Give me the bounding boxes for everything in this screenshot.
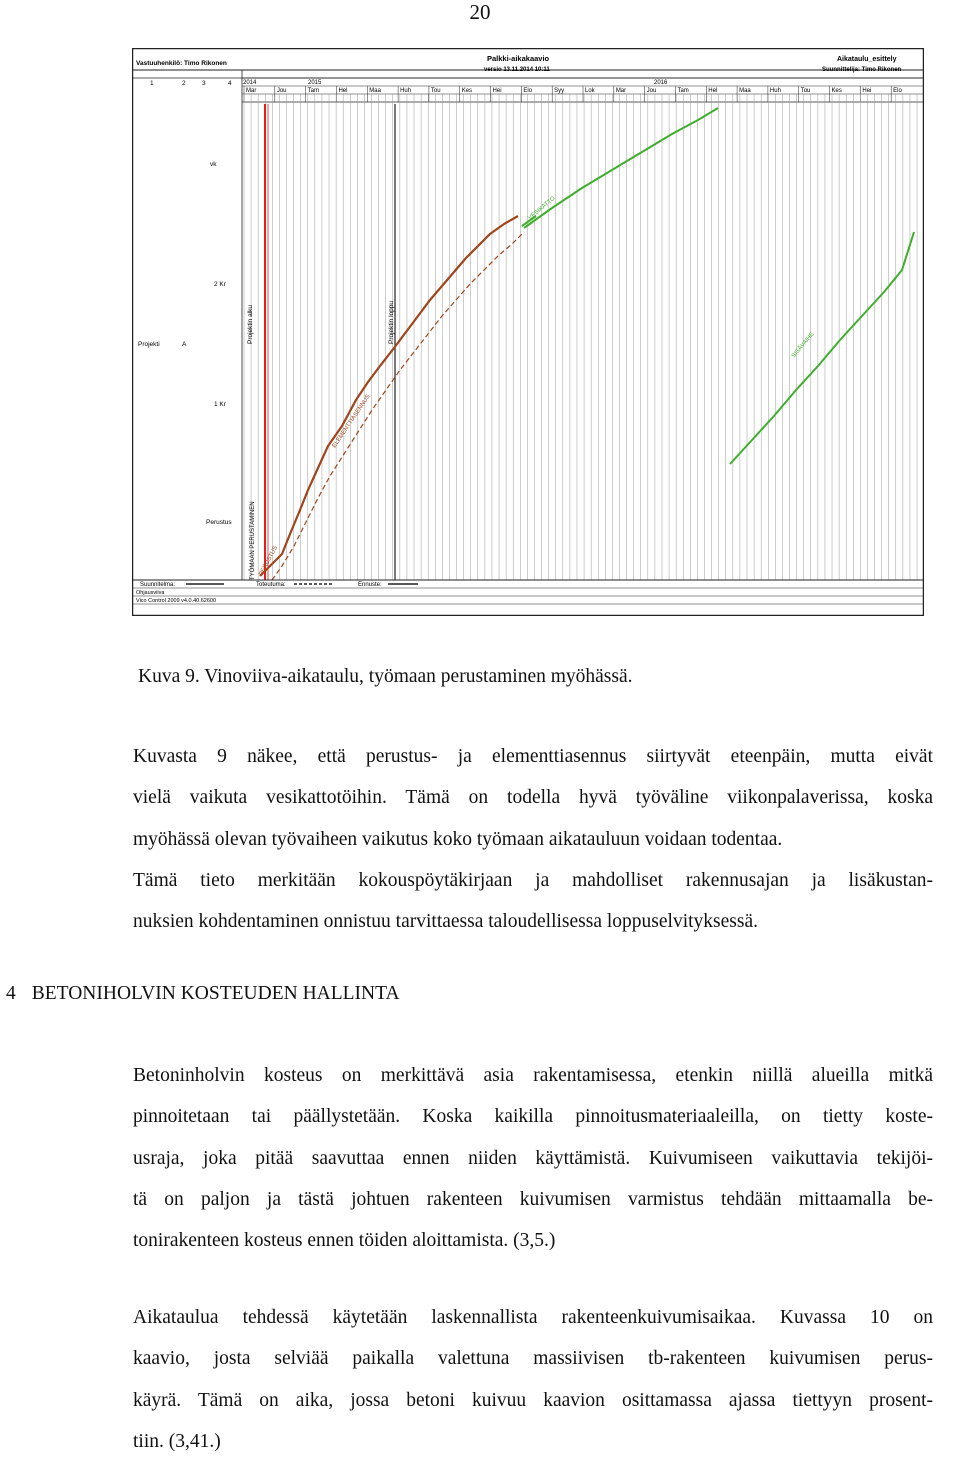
- month-label: Kes: [831, 88, 842, 94]
- month-label: Hei: [492, 88, 502, 94]
- text-line: usraja, joka pitää saavuttaa ennen niiden käyttämistä. Kuivumiseen vaikuttavia tekijöi-: [133, 1147, 933, 1169]
- month-label: Kes: [461, 88, 473, 94]
- row-label-a: A: [182, 341, 187, 348]
- header-col-2: 2: [182, 80, 186, 87]
- row-label-2kr: 2 Kr: [214, 281, 226, 288]
- month-label: Elo: [893, 88, 902, 94]
- month-label: Syy: [554, 88, 565, 94]
- month-label: Mar: [615, 88, 627, 94]
- text-line: Kuvasta 9 näkee, että perustus- ja elementtiasennus siirtyvät eteenpäin, mutta eivät: [133, 746, 933, 767]
- month-label: Jou: [646, 88, 657, 94]
- month-label: Tou: [800, 88, 811, 94]
- text-line: Aikataulua tehdessä käytetään laskennallista rakenteenkuivumisaikaa. Kuvassa 10 on: [133, 1307, 933, 1328]
- month-label: Tam: [307, 88, 319, 94]
- legend-plan: Suunnitelma:: [140, 582, 176, 588]
- foundation-label: PERUSTUS: [258, 545, 280, 577]
- interior-label: SISÄVAIHE: [790, 331, 816, 360]
- month-label: Maa: [739, 88, 751, 94]
- month-label: Tou: [430, 88, 441, 94]
- text-line: nuksien kohdentaminen onnistuu tarvittaessa taloudellisessa loppuselvityksessä.: [133, 911, 758, 933]
- version-label: versio 13.11.2014 10:11: [484, 67, 550, 73]
- paragraph-1: [133, 736, 933, 942]
- header-col-3: 3: [202, 80, 206, 87]
- month-label: Tam: [677, 88, 689, 94]
- project-start-label: Projektin alku: [247, 304, 254, 344]
- legend-actual: Toteutuma:: [256, 582, 286, 588]
- month-label: Hei: [862, 88, 872, 94]
- text-line: tä on paljon ja tästä johtuen rakenteen kuivumisen varmistus tehdään mittaamalla be-: [133, 1188, 933, 1210]
- schedule-chart: [132, 48, 924, 616]
- row-label-1kr: 1 Kr: [214, 401, 226, 408]
- section-number: 4: [6, 983, 16, 1004]
- month-label: Maa: [369, 88, 381, 94]
- paragraph-3: [133, 1297, 933, 1462]
- header-col-1: 1: [150, 80, 154, 87]
- legend-forecast: Ennuste:: [358, 582, 382, 588]
- element-install-label: ELEMENTTIASENNUS: [331, 393, 372, 450]
- header-col-4: 4: [228, 80, 232, 87]
- text-line: tonirakenteen kosteus ennen töiden aloittamista. (3,5.): [133, 1230, 556, 1252]
- section-heading: [6, 983, 400, 1005]
- year-label: 2015: [308, 80, 322, 86]
- month-label: Hel: [708, 88, 718, 94]
- footer-instruction: Ohjausviiva: [136, 590, 165, 596]
- year-label: 2016: [654, 80, 668, 86]
- month-label: Mar: [246, 88, 257, 94]
- roofing-label: VESIKATTO: [527, 195, 557, 222]
- text-line: Betoninholvin kosteus on merkittävä asia rakentamisessa, etenkin niillä alueilla mitkä: [133, 1065, 933, 1086]
- year-label: 2014: [243, 80, 257, 86]
- month-label: Lok: [585, 88, 595, 94]
- text-line: tiin. (3,41.): [133, 1430, 221, 1452]
- month-label: Hel: [338, 88, 348, 94]
- site-setup-label: TYÖMAAN PERUSTAMINEN: [250, 501, 256, 580]
- row-label-project: Projekti: [138, 341, 160, 348]
- text-line: myöhässä olevan työvaiheen vaikutus koko työmaan aikatauluun voidaan todentaa.: [133, 828, 783, 850]
- responsible-label: Vastuuhenkilö: Timo Rikonen: [136, 60, 227, 67]
- month-label: Jou: [276, 88, 287, 94]
- figure-caption: Kuva 9. Vinoviiva-aikataulu, työmaan perustaminen myöhässä.: [138, 666, 633, 687]
- row-label-foundation: Perustus: [206, 519, 232, 526]
- line-of-balance-schedule-figure: [132, 48, 924, 616]
- text-line: käyrä. Tämä on aika, jossa betoni kuivuu kaavion osittamassa ajassa tiettyyn prosent-: [133, 1389, 933, 1411]
- section-title: BETONIHOLVIN KOSTEUDEN HALLINTA: [31, 983, 400, 1004]
- text-line: vielä vaikuta vesikattotöihin. Tämä on todella hyvä työväline viikonpalaverissa, koska: [133, 787, 933, 809]
- text-line: kaavio, josta selviää paikalla valettuna massiivisen tb-rakenteen kuivumisen perus-: [133, 1348, 933, 1370]
- month-label: Huh: [769, 88, 781, 94]
- planner-label: Suunnittelija: Timo Rikonen: [822, 67, 902, 73]
- footer-software: Vico Control 2009 v4.0.40.62600: [136, 598, 217, 604]
- month-label: Huh: [400, 88, 412, 94]
- text-line: pinnoitetaan tai päällystetään. Koska kaikilla pinnoitusmateriaaleilla, on tietty koste-: [133, 1106, 933, 1128]
- month-label: Elo: [523, 88, 533, 94]
- row-label-vk: vk: [210, 161, 217, 168]
- paragraph-2: [133, 1055, 933, 1261]
- schedule-name: Aikataulu_esittely: [837, 56, 897, 63]
- project-end-label: Projektin loppu: [388, 301, 395, 344]
- text-line: Tämä tieto merkitään kokouspöytäkirjaan ja mahdolliset rakennusajan ja lisäkustan-: [133, 869, 933, 891]
- chart-title: Palkki-aikakaavio: [487, 54, 550, 63]
- page-number: 20: [469, 0, 491, 24]
